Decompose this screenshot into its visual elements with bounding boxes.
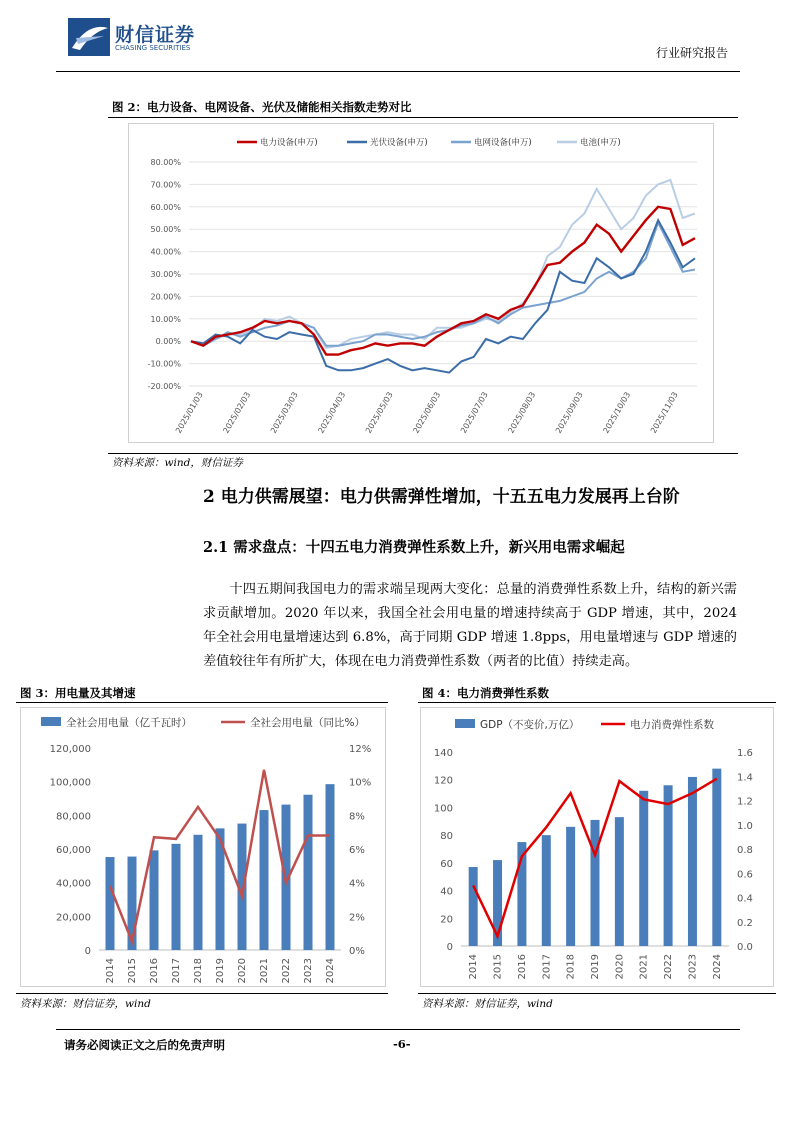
legend-label: 电网设备(申万) <box>474 138 532 148</box>
x-tick-label: 2017 <box>541 954 553 980</box>
y-right-tick-label: 0.6 <box>737 869 753 881</box>
x-tick-label: 2018 <box>565 954 577 980</box>
bar <box>639 791 648 946</box>
y-left-tick-label: 60 <box>440 858 453 870</box>
report-type: 行业研究报告 <box>655 46 728 60</box>
figure2-chart-frame <box>128 123 714 443</box>
legend-label: 电力设备(申万) <box>260 138 318 148</box>
figure4-combo-chart <box>421 708 775 988</box>
bar <box>150 850 159 950</box>
figure4-source: 资料来源：财信证券，wind <box>422 998 553 1010</box>
y-tick-label: -20.00% <box>147 382 181 391</box>
legend-label: 电池(申万) <box>580 138 621 148</box>
x-tick-label: 2025/02/03 <box>221 390 253 435</box>
y-right-tick-label: 1.6 <box>737 748 753 759</box>
y-left-tick-label: 0 <box>446 942 453 953</box>
bar <box>172 844 181 950</box>
legend-label: 电力消费弹性系数 <box>630 719 714 731</box>
legend-swatch-bar <box>455 719 475 728</box>
figure4-title: 图 4：电力消费弹性系数 <box>422 686 550 700</box>
y-tick-label: 70.00% <box>150 180 181 190</box>
y-tick-label: 20.00% <box>150 292 181 302</box>
y-left-tick-label: 80,000 <box>56 811 91 823</box>
subsection-heading: 2.1 需求盘点：十四五电力消费弹性系数上升，新兴用电需求崛起 <box>203 539 625 556</box>
legend-label: 全社会用电量（亿千瓦时） <box>66 717 192 729</box>
logo-emblem-icon <box>68 18 112 58</box>
x-tick-label: 2016 <box>516 954 528 980</box>
legend-label: 光伏设备(申万) <box>370 138 428 148</box>
header-divider <box>56 71 740 72</box>
body-paragraph <box>203 578 737 674</box>
legend-swatch-bar <box>41 717 61 726</box>
x-tick-label: 2022 <box>663 954 675 980</box>
y-right-tick-label: 0.2 <box>737 917 753 929</box>
y-left-tick-label: 20,000 <box>56 912 91 924</box>
bar <box>326 784 335 950</box>
bar <box>591 820 600 946</box>
y-right-tick-label: 0% <box>349 946 365 957</box>
x-tick-label: 2015 <box>127 958 138 984</box>
figure3-bottom-rule <box>16 993 388 994</box>
y-tick-label: -10.00% <box>147 359 181 369</box>
page-number: -6- <box>393 1037 411 1051</box>
x-tick-label: 2021 <box>259 958 270 984</box>
y-right-tick-label: 1.0 <box>737 820 753 832</box>
bar <box>664 785 673 946</box>
x-tick-label: 2015 <box>492 954 504 980</box>
x-tick-label: 2019 <box>215 958 226 984</box>
y-right-tick-label: 6% <box>349 845 365 856</box>
x-tick-label: 2025/03/03 <box>268 390 300 435</box>
figure3-source: 资料来源：财信证券，wind <box>20 998 151 1010</box>
bar <box>566 827 575 946</box>
x-tick-label: 2020 <box>614 954 626 980</box>
x-tick-label: 2025/10/03 <box>601 390 633 435</box>
bar <box>615 817 624 946</box>
series-line-3 <box>191 180 695 348</box>
figure4-chart-frame <box>420 707 774 987</box>
y-tick-label: 60.00% <box>150 202 181 212</box>
x-tick-label: 2025/09/03 <box>553 390 585 435</box>
x-tick-label: 2025/04/03 <box>316 390 348 435</box>
bar <box>260 810 269 950</box>
bar <box>542 835 551 946</box>
figure3-top-rule <box>16 702 388 703</box>
y-left-tick-label: 120,000 <box>49 744 91 755</box>
legend-label: GDP（不变价,万亿） <box>480 719 580 731</box>
x-tick-label: 2024 <box>711 954 723 980</box>
y-right-tick-label: 4% <box>349 878 365 890</box>
x-tick-label: 2025/05/03 <box>363 390 395 435</box>
bar <box>688 777 697 946</box>
y-left-tick-label: 60,000 <box>56 845 91 856</box>
y-tick-label: 0.00% <box>155 337 181 347</box>
company-name-en: CHASING SECURITIES <box>115 44 191 52</box>
bar <box>194 835 203 950</box>
figure2-title: 图 2：电力设备、电网设备、光伏及储能相关指数走势对比 <box>112 100 412 114</box>
y-left-tick-label: 140 <box>433 748 453 759</box>
y-tick-label: 10.00% <box>150 314 181 324</box>
x-tick-label: 2024 <box>325 958 336 984</box>
figure2-top-rule <box>108 117 738 118</box>
y-right-tick-label: 1.4 <box>737 772 753 784</box>
x-tick-label: 2022 <box>281 958 292 984</box>
x-tick-label: 2023 <box>303 958 314 984</box>
x-tick-label: 2018 <box>193 958 204 984</box>
x-tick-label: 2014 <box>105 958 116 984</box>
y-right-tick-label: 12% <box>349 744 372 755</box>
y-left-tick-label: 100 <box>433 803 453 815</box>
x-tick-label: 2023 <box>687 954 699 980</box>
y-right-tick-label: 0.8 <box>737 845 753 856</box>
figure3-chart-frame <box>20 707 386 987</box>
figure3-combo-chart <box>21 708 387 988</box>
figure2-line-chart <box>129 124 715 444</box>
y-tick-label: 80.00% <box>150 158 181 167</box>
x-tick-label: 2025/11/03 <box>648 390 680 435</box>
disclaimer-notice: 请务必阅读正文之后的免责声明 <box>64 1038 225 1052</box>
y-left-tick-label: 40,000 <box>56 878 91 890</box>
y-tick-label: 40.00% <box>150 247 181 257</box>
x-tick-label: 2021 <box>638 954 650 980</box>
x-tick-label: 2025/01/03 <box>173 390 205 435</box>
y-right-tick-label: 0.0 <box>737 942 753 953</box>
y-right-tick-label: 1.2 <box>737 796 753 808</box>
y-right-tick-label: 10% <box>349 777 372 789</box>
y-tick-label: 30.00% <box>150 270 181 279</box>
paragraph-text: 十四五期间我国电力的需求端呈现两大变化：总量的消费弹性系数上升，结构的新兴需求贡献增加。2020 年以来，我国全社会用电量的增速持续高于 GDP 增速，其中，2024 年全社会用电量增速达到 6.8%，高于同期 GDP 增速 1.8pps，用电量增速与 GDP 增速的差值较往年有所扩大，体现在电力消费弹性系数（两者的比值）持续走高。 <box>203 582 737 669</box>
y-left-tick-label: 40 <box>440 886 453 898</box>
x-tick-label: 2025/06/03 <box>411 390 443 435</box>
x-tick-label: 2016 <box>149 958 160 984</box>
y-tick-label: 50.00% <box>150 225 181 235</box>
legend-label: 全社会用电量（同比%） <box>250 717 365 729</box>
figure2-bottom-rule <box>108 453 738 454</box>
y-left-tick-label: 80 <box>440 831 453 843</box>
bar <box>469 867 478 946</box>
y-left-tick-label: 20 <box>440 914 453 926</box>
x-tick-label: 2020 <box>237 958 248 984</box>
x-tick-label: 2025/07/03 <box>458 390 490 435</box>
y-left-tick-label: 120 <box>433 775 453 787</box>
bar <box>106 857 115 950</box>
x-tick-label: 2019 <box>590 954 601 980</box>
y-right-tick-label: 2% <box>349 912 365 924</box>
x-tick-label: 2017 <box>171 958 182 984</box>
figure2-source: 资料来源：wind，财信证券 <box>112 457 243 469</box>
y-left-tick-label: 100,000 <box>49 777 91 789</box>
bar <box>304 795 313 950</box>
y-right-tick-label: 8% <box>349 811 365 823</box>
bar <box>712 769 721 946</box>
y-right-tick-label: 0.4 <box>737 893 753 905</box>
y-left-tick-label: 0 <box>84 946 91 957</box>
company-name-cn: 财信证券 <box>115 24 196 46</box>
section-heading: 2 电力供需展望：电力供需弹性增加，十五五电力发展再上台阶 <box>203 487 680 507</box>
figure4-top-rule <box>418 702 776 703</box>
x-tick-label: 2014 <box>468 954 480 980</box>
figure4-bottom-rule <box>418 993 776 994</box>
footer-divider <box>56 1029 740 1030</box>
x-tick-label: 2025/08/03 <box>506 390 538 435</box>
figure3-title: 图 3：用电量及其增速 <box>20 686 136 700</box>
